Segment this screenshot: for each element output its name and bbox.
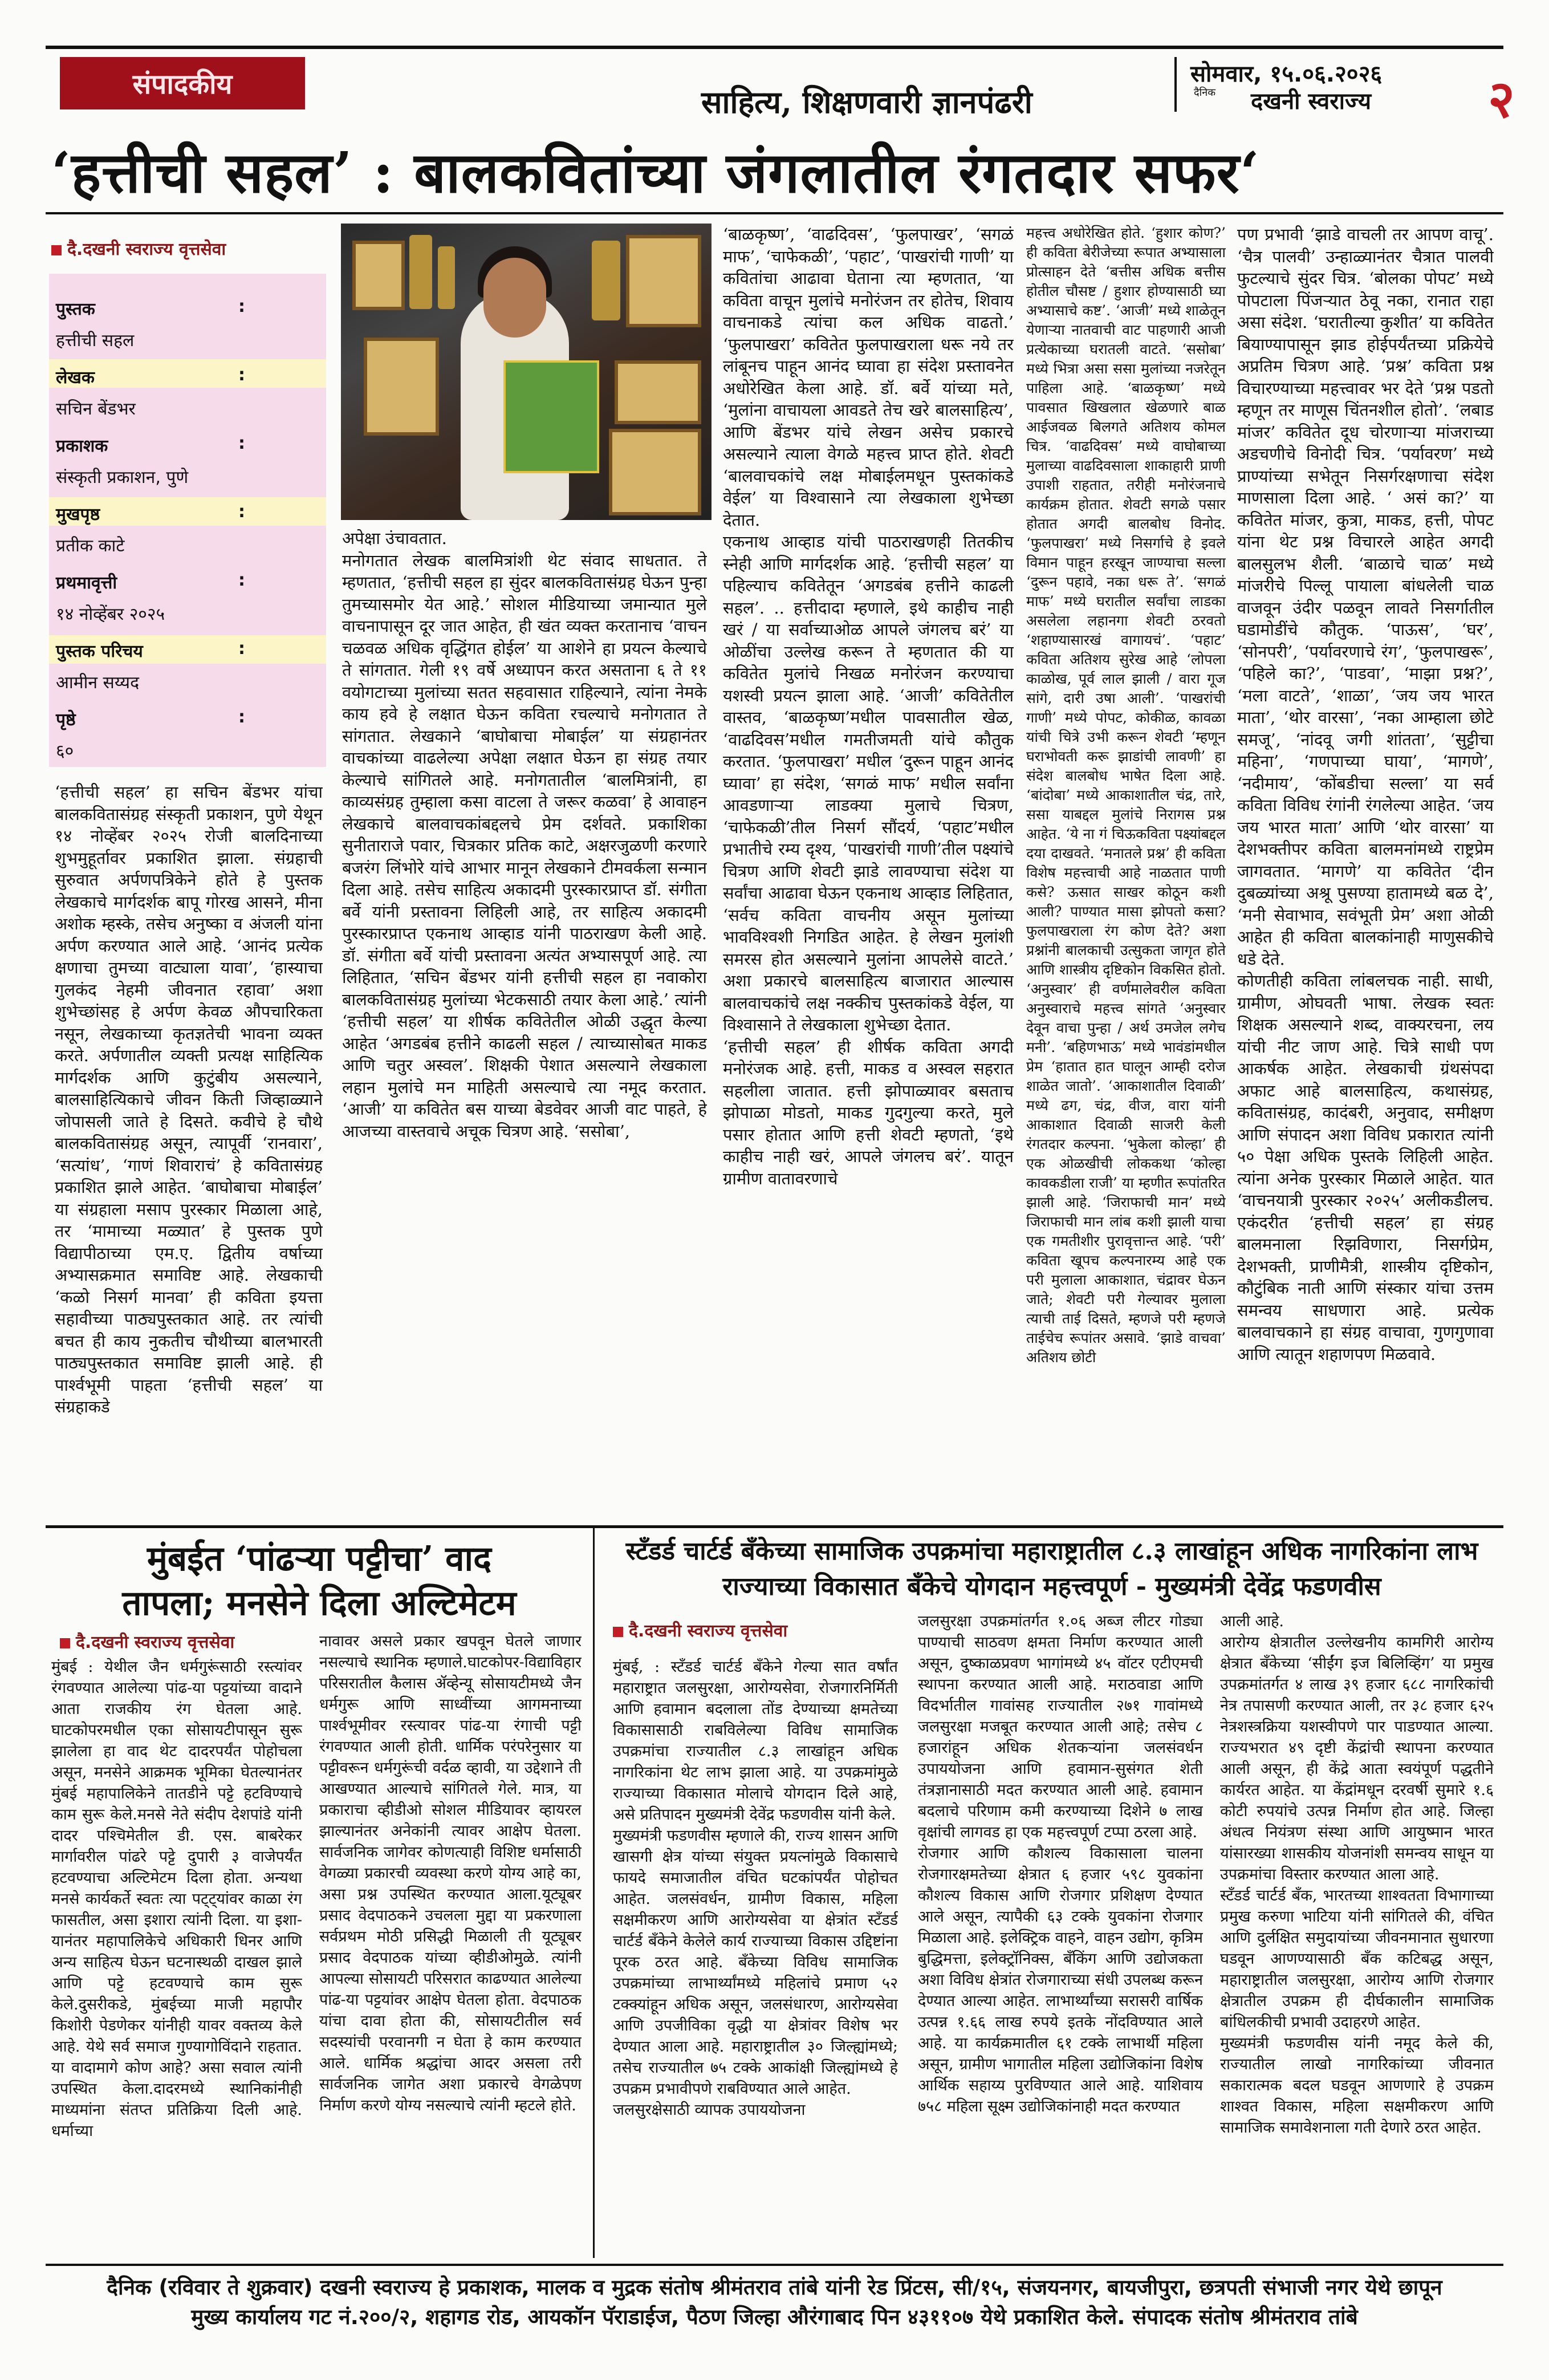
article3-headline-line2: राज्याच्या विकासात बँकेचे योगदान महत्त्वपूर्ण - मुख्यमंत्री देवेंद्र फडणवीस [722,1572,1381,1601]
article3-byline: दै.दखनी स्वराज्य वृत्तसेवा [613,1618,787,1642]
info-row: प्रथमावृत्ती : १४ नोव्हेंबर २०२५ [56,570,245,624]
top-rule [46,46,1503,49]
main-article-column-4: महत्त्व अधोरेखित होते. ‘हुशार कोण?’ ही कविता बेरीजेच्या रूपात अभ्यासाला प्रोत्साहन देते ‘बत्तीस अधिक बत्तीस होतील चौसष्ट / हुशार होण्यासाठी घ्या अभ्यासाचे कष्ट’. ‘आजी’ मध्ये शाळेतून येणाऱ्या नातवाची वाट पाहणारी आजी प्रत्येकाच्या घरातली वाटते. ‘ससोबा’ मध्ये भित्रा असा ससा मुलांच्या नजरेतून पाहिला आहे. ‘बाळकृष्ण’ मध्ये पावसात खिखलात खेळणारे बाळ आईजवळ बिलगते अतिशय कोमल चित्र. ‘वाढदिवस’ मध्ये वाघोबाच्या मुलाच्या वाढदिवसाला शाकाहारी प्राणी उपाशी राहतात, तरीही मनोरंजनाचे कार्यक्रम होतात. शेवटी सगळे पसार होतात अगदी बालबोध विनोद. ‘फुलपाखरा’ मध्ये निसर्गाचे हे इवले विमान पाहून हरखून जाण्याचा सल्ला ‘दुरून पहावे, नका धरू ते’. ‘सगळं माफ’ मध्ये घरातील सर्वांचा लाडका असलेला लहानगा शेवटी ठरवतो ‘शहाण्यासारखं वागायचं’. ‘पहाट’ कविता अतिशय सुरेख आहे ‘लोपला काळोख, पूर्व लाल झाली / वारा गूज सांगे, दारी उषा आली’. ‘पाखरांची गाणी’ मध्ये पोपट, कोकीळ, कावळा यांची चित्रे उभी करून शेवटी ‘म्हणून घराभोवती करू झाडांची लावणी’ हा संदेश बालबोध भाषेत दिला आहे. ‘बांदोबा’ मध्ये आकाशातील चंद्र, तारे, ससा याबद्दल मुलांचे निरागस प्रश्न आहेत. ‘ये ना गं चिऊकविता पक्ष्यांबद्दल दया दाखवते. ‘मनातले प्रश्न’ ही कविता विशेष महत्त्वाची आहे नाळतात पाणी कसे? ऊसात साखर कोठून कशी आली? पाण्यात मासा झोपतो कसा? फुलपाखराला रंग कोण देते? अशा प्रश्नांनी बालकाची उत्सुकता जागृत होते आणि शास्त्रीय दृष्टिकोन विकसित होतो. ‘अनुस्वार’ ही वर्णमालेवरील कविता अनुस्वाराचे महत्त्व सांगते ‘अनुस्वार देवून वाचा पुन्हा / अर्थ उमजेल लगेच मनी’. ‘बहिणभाऊ’ मध्ये भावंडांमधील प्रेम ‘हातात हात घालून आम्ही दरोज शाळेत जातो’. ‘आकाशातील दिवाळी’ मध्ये ढग, चंद्र, वीज, वारा यांनी आकाशात दिवाळी साजरी केली रंगतदार कल्पना. ‘भुकेला कोल्हा’ ही एक ओळखीची लोककथा ‘कोल्हा कावकडीला राजी’ या म्हणीत रूपांतरित झाली आहे. ‘जिराफाची मान’ मध्ये जिराफाची मान लांब कशी झाली याचा एक गमतीशीर पुरावृत्तान्त आहे. ‘परी’ कविता खूपच कल्पनारम्य आहे एक परी मुलाला आकाशात, चंद्रावर घेऊन जाते; शेवटी परी गेल्यावर मुलाला त्याची ताई दिसते, म्हणजे परी म्हणजे ताईचेच रूपांतर असावे. ‘झाडे वाचवा’ अतिशय छोटी [1026,225,1226,1366]
imprint-footer [46,2264,1503,2334]
article3-column-3: आली आहे. आरोग्य क्षेत्रातील उल्लेखनीय कामगिरी आरोग्य क्षेत्रात बँकेच्या ‘सीईंग इज बिलिव्हिंग’ या प्रमुख उपक्रमांतर्गत ४ लाख ३९ हजार ६८८ नागरिकांची नेत्र तपासणी करण्यात आली, तर ३८ हजार ६२५ नेत्रशस्त्रक्रिया यशस्वीपणे पार पाडण्यात आल्या. राज्यभरात ४९ दृष्टी केंद्रांची स्थापना करण्यात आली असून, ही केंद्रे आता स्वयंपूर्ण पद्धतीने कार्यरत आहेत. या केंद्रांमधून दरवर्षी सुमारे १.६ कोटी रुपयांचे उत्पन्न निर्माण होत आहे. जिल्हा अंधत्व नियंत्रण संस्था आणि आयुष्मान भारत यांसारख्या शासकीय योजनांशी समन्वय साधून या उपक्रमांचा विस्तार करण्यात आला आहे. स्टँडर्ड चार्टर्ड बँक, भारतच्या शाश्वतता विभागाच्या प्रमुख करुणा भाटिया यांनी सांगितले की, वंचित आणि दुर्लक्षित समुदायांच्या जीवनमानात सुधारणा घडवून आणण्यासाठी बँक कटिबद्ध असून, महाराष्ट्रातील जलसुरक्षा, आरोग्य आणि रोजगार क्षेत्रातील उपक्रम ही दीर्घकालीन सामाजिक बांधिलकीची प्रभावी उदाहरणे आहेत. मुख्यमंत्री फडणवीस यांनी नमूद केले की, राज्यातील लाखो नागरिकांच्या जीवनात सकारात्मक बदल घडवून आणणारे हे उपक्रम शाश्वत विकास, महिला सक्षमीकरण आणि सामाजिक समावेशनाला गती देणारे ठरत आहेत. [1220,1613,1494,2137]
headline-rule [46,212,1503,214]
paper-logo [1251,84,1371,116]
article3-headline-line1: स्टँडर्ड चार्टर्ड बँकेच्या सामाजिक उपक्रमांचा महाराष्ट्रातील ८.३ लाखांहून अधिक नागरिकांना लाभ [625,1537,1478,1566]
article2-column-2: नावावर असले प्रकार खपवून घेतले जाणार नसल्याचे स्थानिक म्हणाले.घाटकोपर-विद्याविहार परिसरातील कैलास ॲव्हेन्यू सोसायटीमध्ये जैन धर्मगुरू आणि साध्वींच्या आगमनाच्या पार्श्वभूमीवर रस्त्यावर पांढ-या रंगाची पट्टी रंगवण्यात आली होती. धार्मिक परंपरेनुसार या पट्टीवरून धर्मगुरूंची वर्दळ व्हावी, या उद्देशाने ती आखण्यात आल्याचे सांगितले गेले. मात्र, या प्रकाराचा व्हीडीओ सोशल मीडियावर व्हायरल झाल्यानंतर अनेकांनी त्यावर आक्षेप घेतला. सार्वजनिक जागेवर कोणत्याही विशिष्ट धर्मासाठी वेगळ्या प्रकारची व्यवस्था करणे योग्य आहे का, असा प्रश्न उपस्थित करण्यात आला.यूट्यूबर प्रसाद वेदपाठकने उचलला मुद्दा या प्रकरणाला सर्वप्रथम मोठी प्रसिद्धी मिळाली ती यूट्यूबर प्रसाद वेदपाठक यांच्या व्हीडीओमुळे. त्यांनी आपल्या सोसायटी परिसरात काढण्यात आलेल्या पांढ-या पट्टयांवर आक्षेप घेतला होता. वेदपाठक यांचा दावा होता की, सोसायटीतील सर्व सदस्यांची परवानगी न घेता हे काम करण्यात आले. धार्मिक श्रद्धांचा आदर असला तरी सार्वजनिक जागेत अशा प्रकारचे वेगळेपण निर्माण करणे योग्य नसल्याचे त्यांनी म्हटले होते. [319,1632,582,2114]
paper-name: दखनी स्वराज्य [1251,88,1372,115]
article3-column-1: मुंबई, : स्टँडर्ड चार्टर्ड बँकेने गेल्या सात वर्षांत महाराष्ट्रात जलसुरक्षा, आरोग्यसेवा, रोजगारनिर्मिती आणि हवामान बदलाला तोंड देण्याच्या क्षमतेच्या विकासासाठी राबविलेल्या विविध सामाजिक उपक्रमांचा राज्यातील ८.३ लाखांहून अधिक नागरिकांना थेट लाभ झाला आहे. या उपक्रमांमुळे राज्याच्या विकासात मोलाचे योगदान दिले आहे, असे प्रतिपादन मुख्यमंत्री देवेंद्र फडणवीस यांनी केले. मुख्यमंत्री फडणवीस म्हणाले की, राज्य शासन आणि खासगी क्षेत्र यांच्या संयुक्त प्रयत्नांमुळे विकासाचे फायदे समाजातील वंचित घटकांपर्यंत पोहोचत आहेत. जलसंवर्धन, ग्रामीण विकास, महिला सक्षमीकरण आणि आरोग्यसेवा या क्षेत्रांत स्टँडर्ड चार्टर्ड बँकेने केलेले कार्य राज्याच्या विकास उद्दिष्टांना पूरक ठरत आहे. बँकेच्या विविध सामाजिक उपक्रमांच्या लाभार्थ्यांमध्ये महिलांचे प्रमाण ५२ टक्क्यांहून अधिक असून, जलसंधारण, आरोग्यसेवा आणि उपजीविका वृद्धी या क्षेत्रांवर विशेष भर देण्यात आला आहे. महाराष्ट्रातील ३० जिल्ह्यांमध्ये; तसेच राज्यातील ७५ टक्के आकांक्षी जिल्ह्यांमध्ये हे उपक्रम प्रभावीपणे राबविण्यात आले आहेत. जलसुरक्षेसाठी व्यापक उपाययोजना [613,1658,898,2119]
main-byline: दै.दखनी स्वराज्य वृत्तसेवा [51,237,226,260]
section-rule [46,1525,1503,1528]
main-headline: ‘हत्तीची सहल’ : बालकवितांच्या जंगलातील रंगतदार सफर‘ [51,140,1260,206]
info-row: पुस्तक परिचय : आमीन सय्यद [56,639,245,693]
paper-prefix: दैनिक [1194,87,1216,99]
column-divider [593,1528,595,2258]
masthead [1174,57,1504,115]
page-number: २ [1488,70,1515,129]
article3-column-2: जलसुरक्षा उपक्रमांतर्गत १.०६ अब्ज लीटर गोड्या पाण्याची साठवण क्षमता निर्माण करण्यात आली असून, दुष्काळप्रवण भागांमध्ये ४५ वॉटर एटीएमची स्थापना करण्यात आली आहे. मराठवाडा आणि विदर्भातील गावांसह राज्यातील २७१ गावांमध्ये जलसुरक्षा मजबूत करण्यात आली आहे; तसेच ८ हजारांहून अधिक शेतकऱ्यांना जलसंवर्धन उपाययोजना आणि हवामान-सुसंगत शेती तंत्रज्ञानासाठी मदत करण्यात आली आहे. हवामान बदलाचे परिणाम कमी करण्याच्या दिशेने ७ लाख वृक्षांची लागवड हा एक महत्त्वपूर्ण टप्पा ठरला आहे. रोजगार आणि कौशल्य विकासाला चालना रोजगारक्षमतेच्या क्षेत्रात ६ हजार ५९८ युवकांना कौशल्य विकास आणि रोजगार प्रशिक्षण देण्यात आले असून, त्यापैकी ६३ टक्के युवकांना रोजगार मिळाला आहे. इलेक्ट्रिक वाहने, वाहन उद्योग, कृत्रिम बुद्धिमत्ता, इलेक्ट्रॉनिक्स, बँकिंग आणि उद्योजकता अशा विविध क्षेत्रांत रोजगाराच्या संधी उपलब्ध करून देण्यात आल्या आहेत. लाभार्थ्यांच्या सरासरी वार्षिक उत्पन्न १.६६ लाख रुपये इतके नोंदविण्यात आले आहे. या कार्यक्रमातील ६१ टक्के लाभार्थी महिला असून, ग्रामीण भागातील महिला उद्योजिकांना विशेष आर्थिक सहाय्य पुरविण्यात आले आहे. याशिवाय ७५८ महिला सूक्ष्म उद्योजिकांनाही मदत करण्यात [918,1613,1203,2115]
article2-byline: दै.दखनी स्वराज्य वृत्तसेवा [60,1630,234,1653]
article2-headline-line1: मुंबईत ‘पांढऱ्या पट्टीचा’ वाद [147,1539,491,1579]
info-row: पुस्तक : हत्तीची सहल [56,297,245,351]
imprint-line-1: दैनिक (रविवार ते शुक्रवार) दखनी स्वराज्य हे प्रकाशक, मालक व मुद्रक संतोष श्रीमंतराव तांबे यांनी रेड प्रिंटस, सी/१५, संजयनगर, बायजीपुरा, छत्रपती संभाजी नगर येथे छापून [107,2275,1442,2300]
info-row: प्रकाशक : संस्कृती प्रकाशन, पुणे [56,433,245,488]
main-article-column-2: अपेक्षा उंचावतात. मनोगतात लेखक बालमित्रांशी थेट संवाद साधतात. ते म्हणतात, ‘हत्तीची सहल हा सुंदर बालकवितासंग्रह घेऊन पुन्हा तुमच्यासमोर येत आहे.’ सोशल मीडियाच्या जमान्यात मुले वाचनापासून दूर जात आहेत, ही खंत व्यक्त करतानाच ‘वाचन चळवळ अधिक वृद्धिंगत होईल’ या आशेने हा प्रयत्न केल्याचे ते सांगतात. गेली १९ वर्षे अध्यापन करत असताना ६ ते ११ वयोगटाच्या मुलांच्या सतत सहवासात राहिल्याने, त्यांना नेमके काय हवे हे लक्षात घेऊन कविता रचल्याचे मनोगतात ते सांगतात. लेखकाने ‘बाघोबाचा मोबाईल’ या संग्रहानंतर वाचकांच्या वाढलेल्या अपेक्षा लक्षात घेऊन हा संग्रह तयार केल्याचे सांगितले आहे. मनोगतातील ‘बालमित्रांनी, हा काव्यसंग्रह तुम्हाला कसा वाटला ते जरूर कळवा’ हे आवाहन लेखकाचे बालवाचकांबद्दलचे प्रेम दर्शवते. प्रकाशिका सुनीताराजे पवार, चित्रकार प्रतिक काटे, अक्षरजुळणी करणारे बजरंग लिंभोरे यांचे आभार मानून लेखकाने टीमवर्कला सन्मान दिला आहे. तसेच साहित्य अकादमी पुरस्कारप्राप्त डॉ. संगीता बर्वे यांनी प्रस्तावना लिहिली आहे, तर साहित्य अकादमी पुरस्कारप्राप्त एकनाथ आव्हाड यांनी पाठराखण केली आहे. डॉ. संगीता बर्वे यांची प्रस्तावना अत्यंत अभ्यासपूर्ण आहे. त्या लिहितात, ‘सचिन बेंडभर यांनी हत्तीची सहल हा नवाकोरा बालकवितासंग्रह मुलांच्या भेटकसाठी तयार केला आहे.’ त्यांनी ‘हत्तीची सहल’ या शीर्षक कवितेतील ओळी उद्धृत केल्या आहेत ‘अगडबंब हत्तीने काढली सहल / त्याच्यासोबत माकड आणि चतुर अस्वल’. शिक्षकी पेशात असल्याने लेखकाला लहान मुलांचे मन माहिती असल्याचे त्या नमूद करतात. ‘आजी’ या कवितेत बस याच्या बेडवेवर आजी वाट पाहते, हे आजच्या वास्तवाचे अचूक चित्रण आहे. ‘ससोबा’, [342,529,707,1141]
column-name: साहित्य, शिक्षणवारी ज्ञानपंढरी [701,84,1032,120]
section-tag: संपादकीय [60,57,305,109]
imprint-line-2: मुख्य कार्यालय गट नं.२००/२, शहागड रोड, आयकॉन पॅराडाईज, पैठण जिल्हा औरंगाबाद पिन ४३११०७ येथे प्रकाशित केले. संपादक संतोष श्रीमंतराव तांबे [191,2305,1358,2329]
main-article-column-5: पण प्रभावी ‘झाडे वाचली तर आपण वाचू’. ‘चैत्र पालवी’ उन्हाळ्यानंतर चैत्रात पालवी फुटल्याचे सुंदर चित्र. ‘बोलका पोपट’ मध्ये पोपटाला पिंजऱ्यात ठेवू नका, रानात राहा असा संदेश. ‘घरातील्या कुशीत’ या कवितेत बियाण्यापासून झाड होईपर्यंतच्या प्रक्रियेचे अप्रतिम चित्रण आहे. ‘प्रश्न’ कविता प्रश्न विचारण्याच्या महत्त्वावर भर देते ‘प्रश्न पडतो म्हणून तर माणूस चिंतनशील होतो’. ‘लबाड मांजर’ कवितेत दूध चोरणाऱ्या मांजराच्या अडचणीचे विनोदी चित्र. ‘पर्यावरण’ मध्ये प्राण्यांच्या सभेतून निसर्गरक्षणाचा संदेश माणसाला दिला आहे. ‘ असं का?’ या कवितेत मांजर, कुत्रा, माकड, हत्ती, पोपट यांना थेट प्रश्न विचारले आहेत अगदी बालसुलभ शैली. ‘बाळाचे चाळ’ मध्ये मांजरीचे पिल्लू पायाला बांधलेली चाळ वाजवून उंदीर पळवून लावते निसर्गातील घडामोडींचे कौतुक. ‘पाऊस’, ‘घर’, ‘सोनपरी’, ‘पर्यावरणाचे रंग’, ‘फुलपाखरू’, ‘पहिले का?’, ‘पाडवा’, ‘माझा प्रश्न?’, ‘मला वाटते’, ‘शाळा’, ‘जय जय भारत माता’, ‘थोर वारसा’, ‘नका आम्हाला छोटे समजू’, ‘नांदवू जगी शांतता’, ‘सुट्टीचा महिना’, ‘गणपाच्या घाया’, ‘मागणे’, ‘नदीमाय’, ‘कोंबडीचा सल्ला’ या सर्व कविता विविध रंगांनी रंगलेल्या आहेत. ‘जय जय भारत माता’ आणि ‘थोर वारसा’ या देशभक्तीपर कविता बालमनांमध्ये राष्ट्रप्रेम जागवतात. ‘मागणे’ या कवितेत ‘दीन दुबळ्यांच्या अश्रू पुसण्या हातामध्ये बळ दे’, ‘मनी सेवाभाव, सवंभूती प्रेम’ अशा ओळी आहेत ही कविता बालकांनाही माणुसकीचे धडे देते. कोणतीही कविता लांबलचक नाही. साधी, ग्रामीण, ओघवती भाषा. लेखक स्वतः शिक्षक असल्याने शब्द, वाक्यरचना, लय यांची नीट जाण आहे. चित्रे साधी पण आकर्षक आहेत. लेखकाची ग्रंथसंपदा अफाट आहे बालसाहित्य, कथासंग्रह, कवितासंग्रह, कादंबरी, अनुवाद, समीक्षण आणि संपादन अशा विविध प्रकारात त्यांनी ५० पेक्षा अधिक पुस्तके लिहिली आहेत. त्यांना अनेक पुरस्कार मिळाले आहेत. यात ‘वाचनयात्री पुरस्कार २०२५’ अलीकडीलच. एकंदरीत ‘हत्तीची सहल’ हा संग्रह बालमनाला रिझविणारा, निसर्गप्रेम, देशभक्ती, प्राणीमैत्री, शास्त्रीय दृष्टिकोन, कौटुंबिक नाती आणि संस्कार यांचा उत्तम समन्वय साधणारा आहे. प्रत्येक बालवाचकाने हा संग्रह वाचावा, गुणगुणावा आणि त्यातून शहाणपण मिळवावे. [1237,225,1494,1364]
main-article-column-3: ‘बाळकृष्ण’, ‘वाढदिवस’, ‘फुलपाखर’, ‘सगळं माफ’, ‘चाफेकळी’, ‘पहाट’, ‘पाखरांची गाणी’ या कवितांचा आढावा घेताना त्या म्हणतात, ‘या कविता वाचून मुलांचे मनोरंजन तर होतेच, शिवाय वाचनाकडे त्यांचा कल अधिक वाढतो.’ ‘फुलपाखरा’ कवितेत फुलपाखराला धरू नये तर लांबूनच पाहून आनंद घ्यावा हा संदेश प्रस्तावनेत अधोरेखित केला आहे. डॉ. बर्वे यांच्या मते, ‘मुलांना वाचायला आवडते तेच खरे बालसाहित्य’, आणि बेंडभर यांचे लेखन असेच प्रकारचे असल्याने त्याला वेगळे महत्त्व प्राप्त होते. शेवटी ‘बालवाचकांचे लक्ष मोबाईलमधून पुस्तकांकडे वेईल’ या विश्वासाने त्या लेखकाला शुभेच्छा देतात. एकनाथ आव्हाड यांची पाठराखणही तितकीच स्नेही आणि मार्गदर्शक आहे. ‘हत्तीची सहल’ या पहिल्याच कवितेतून ‘अगडबंब हत्तीने काढली सहल’. .. हत्तीदादा म्हणाले, इथे काहीच नाही खरं / या सर्वाच्याओळ आपले जंगलच बरं’ या ओळींचा उल्लेख करून ते म्हणतात की या कवितेत मुलांचे निखळ मनोरंजन करण्याचा यशस्वी प्रयत्न झाला आहे. ‘आजी’ कवितेतील वास्तव, ‘बाळकृष्ण’मधील पावसातील खेळ, ‘वाढदिवस’मधील गमतीजमती यांचे कौतुक करतात. ‘फुलपाखरा’ मधील ‘दुरून पाहून आनंद घ्यावा’ हा संदेश, ‘सगळं माफ’ मधील सर्वांना आवडणाऱ्या लाडक्या मुलाचे चित्रण, ‘चाफेकळी’तील निसर्ग सौंदर्य, ‘पहाट’मधील प्रभातीचे रम्य दृश्य, ‘पाखरांची गाणी’तील पक्ष्यांचे चित्रण आणि शेवटी झाडे लावण्याचा संदेश या सर्वांचा आढावा घेऊन एकनाथ आव्हाड लिहितात, ‘सर्वच कविता वाचनीय असून मुलांच्या भावविश्वशी निगडित आहेत. हे लेखन मुलांशी समरस होत असल्याने मुलांना आपलेसे वाटते.’ अशा प्रकारचे बालसाहित्य बाजारात आल्यास बालवाचकांचे लक्ष नक्कीच पुस्तकांकडे वेईल, या विश्वासाने ते लेखकाला शुभेच्छा देतात. ‘हत्तीची सहल’ ही शीर्षक कविता अगदी मनोरंजक आहे. हत्ती, माकड व अस्वल सहरात सहलीला जातात. हत्ती झोपाळ्यावर बसताच झोपाळा मोडतो, माकड गुदगुल्या करते, मुले पसार होतात आणि हत्ती शेवटी म्हणतो, ‘इथे काहीच नाही खरं, आपले जंगलच बरं’. यातून ग्रामीण वातावरणाचे [723,225,1014,1188]
info-row: मुखपृष्ठ : प्रतीक काटे [56,502,245,556]
issue-date: सोमवार, १५.०६.२०२६ [1190,61,1383,87]
info-row: पृष्ठे : ६० [56,707,245,761]
main-article-column-1: ‘हत्तीची सहल’ हा सचिन बेंडभर यांचा बालकवितासंग्रह संस्कृती प्रकाशन, पुणे येथून १४ नोव्हेंबर २०२५ रोजी बालदिनाच्या शुभमुहूर्तावर प्रकाशित झाला. संग्रहाची सुरुवात अर्पणपत्रिकेने होते हे पुस्तक लेखकाचे मार्गदर्शक बापू गोरख आसने, मीना अशोक म्हस्के, तसेच अनुष्का व अंजली यांना अर्पण करण्यात आले आहे. ‘आनंद प्रत्येक क्षणाचा तुमच्या वाट्याला यावा’, ‘हास्याचा गुलकंद नेहमी जीवनात रहावा’ अशा शुभेच्छांसह हे अर्पण केवळ औपचारिकता नसून, लेखकाच्या कृतज्ञतेची भावना व्यक्त करते. अर्पणातील व्यक्ती प्रत्यक्ष साहित्यिक मार्गदर्शक आणि कुटुंबीय असल्याने, बालसाहित्यिकाचे जीवन किती जिव्हाळ्याने जोपासली जाते हे दिसते. कवीचे हे चौथे बालकवितासंग्रह असून, त्यापूर्वी ‘रानवारा’, ‘सत्यांध’, ‘गाणं शिवाराचं’ हे कवितासंग्रह प्रकाशित झाले आहेत. ‘बाघोबाचा मोबाईल’ या संग्रहाला मसाप पुरस्कार मिळाला आहे, तर ‘मामाच्या मळ्यात’ हे पुस्तक पुणे विद्यापीठाच्या एम.ए. द्वितीय वर्षाच्या अभ्यासक्रमात समाविष्ट आहे. लेखकाची ‘कळो निसर्ग मानवा’ ही कविता इयत्ता सहावीच्या पाठ्यपुस्तकात आहे. तर त्यांची बचत ही काय नुकतीच चौथीच्या बालभारती पाठ्यपुस्तकात समाविष्ट झाली आहे. ही पार्श्वभूमी पाहता ‘हत्तीची सहल’ या संग्रहाकडे [55,782,323,1416]
author-photo [341,224,712,520]
book-info-box [49,274,326,767]
info-row: लेखक : सचिन बेंडभर [56,365,245,419]
article2-headline-line2: तापला; मनसेने दिला अल्टिमेटम [122,1583,517,1623]
article2-column-1: मुंबई : येथील जैन धर्मगुरूंसाठी रस्त्यांवर रंगवण्यात आलेल्या पांढ-या पट्टयांच्या वादाने आता राजकीय रंग घेतला आहे. घाटकोपरमधील एका सोसायटीपासून सुरू झालेला हा वाद थेट दादरपर्यंत पोहोचला असून, मनसेने आक्रमक भूमिका घेतल्यानंतर मुंबई महापालिकेने तातडीने पट्टे हटविण्याचे काम सुरू केले.मनसे नेते संदीप देशपांडे यांनी दादर पश्चिमेतील डी. एस. बाबरेकर मार्गावरील पांढरे पट्टे दुपारी ३ वाजेपर्यंत हटवण्याचा अल्टिमेटम दिला होता. अन्यथा मनसे कार्यकर्ते स्वतः त्या पट्ट्यांवर काळा रंग फासतील, असा इशारा त्यांनी दिला. या इशा-यानंतर महापालिकेचे अधिकारी धिनर आणि अन्य साहित्य घेऊन घटनास्थळी दाखल झाले आणि पट्टे हटवण्याचे काम सुरू केले.दुसरीकडे, मुंबईच्या माजी महापौर किशोरी पेडणेकर यांनीही यावर वक्तव्य केले आहे. येथे सर्व समाज गुण्यागोविंदाने राहतात. या वादामागे कोण आहे? असा सवाल त्यांनी उपस्थित केला.दादरमध्ये स्थानिकांनीही माध्यमांना संतप्त प्रतिक्रिया दिली आहे. धर्माच्या [51,1658,302,2140]
